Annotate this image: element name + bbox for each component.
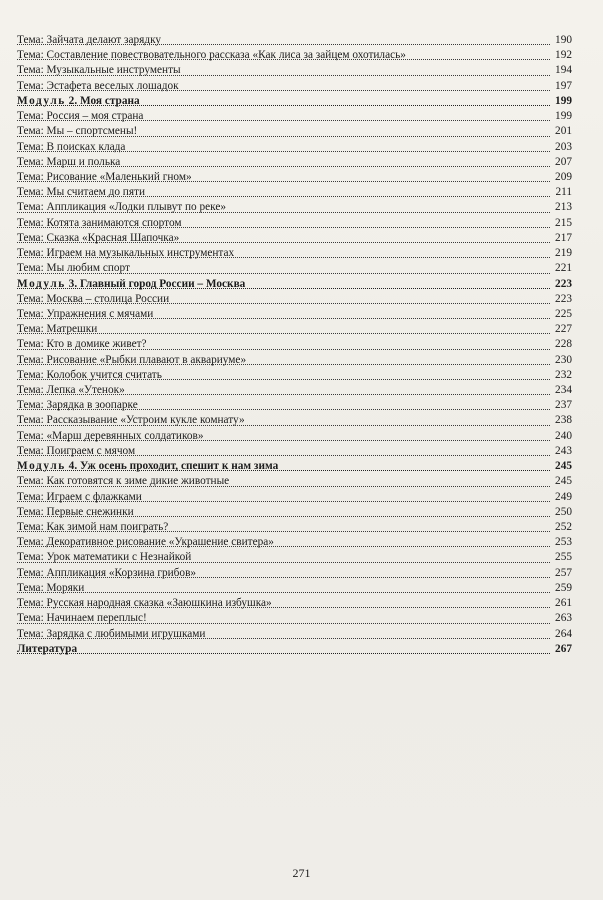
toc-entry-text: Тема: Урок математики с Незнайкой: [17, 551, 192, 564]
toc-entry-page: 250: [555, 505, 572, 518]
toc-entry: [17, 368, 572, 383]
toc-entry-text: Тема: Первые снежинки: [17, 505, 134, 518]
toc-entry-page: 190: [555, 34, 572, 46]
toc-entry-page: 234: [555, 384, 572, 397]
toc-entry-text: Тема: Сказка «Красная Шапочка»: [17, 231, 180, 244]
toc-entry-title: [17, 521, 170, 533]
toc-entry-text: Литература: [17, 642, 78, 655]
toc-entry-title: [17, 34, 163, 46]
toc-entry-title: [17, 460, 280, 472]
toc-module-heading: [17, 277, 572, 292]
toc-entry-title: [17, 384, 127, 396]
toc-entry-title: [17, 536, 276, 548]
toc-entry-page: 215: [555, 216, 572, 229]
toc-entry-page: 228: [555, 338, 572, 351]
toc-entry-text: Тема: Декоративное рисование «Украшение свитера»: [17, 536, 274, 549]
toc-entry: [17, 627, 572, 642]
toc-entry-page: 261: [555, 597, 572, 610]
toc-entry: [17, 292, 572, 307]
toc-entry: [17, 48, 572, 63]
toc-entry: [17, 200, 572, 215]
toc-entry-page: 194: [555, 64, 572, 77]
toc-entry-text: Тема: Мы любим спорт: [17, 262, 130, 275]
toc-entry: [17, 429, 572, 444]
toc-entry-title: [17, 49, 408, 61]
toc-entry-text: Тема: Мы – спортсмены!: [17, 125, 138, 138]
toc-entry-title: [17, 247, 236, 259]
toc-entry-title: [17, 156, 122, 168]
toc-entry-title: [17, 125, 139, 137]
toc-entry: [17, 596, 572, 611]
toc-entry-title: [17, 217, 184, 229]
toc-entry-text: Тема: Марш и полька: [17, 155, 121, 168]
toc-entry-page: 232: [555, 368, 572, 381]
toc-entry-title: [17, 80, 181, 92]
toc-entry: [17, 550, 572, 565]
toc-entry-title: [17, 491, 144, 503]
toc-entry-title: [17, 567, 198, 579]
toc-entry-page: 267: [555, 642, 572, 655]
toc-entry-text: Тема: Аппликация «Лодки плывут по реке»: [17, 201, 227, 214]
toc-entry-text: Тема: Москва – столица России: [17, 292, 170, 305]
toc-entry-text: Тема: «Марш деревянных солдатиков»: [17, 429, 204, 442]
toc-entry-text: Тема: Колобок учится считать: [17, 368, 162, 381]
toc-entry-title: [17, 445, 137, 457]
toc-entry: [17, 505, 572, 520]
toc-entry-text: Тема: Зарядка с любимыми игрушками: [17, 627, 206, 640]
toc-entry: [17, 535, 572, 550]
toc-entry-title: [17, 369, 164, 381]
toc-entry-title: [17, 643, 79, 655]
toc-entry-page: 219: [555, 247, 572, 260]
toc-entry: [17, 520, 572, 535]
toc-entry-title: [17, 354, 248, 366]
toc-entry: [17, 383, 572, 398]
toc-entry-page: 225: [555, 307, 572, 320]
toc-entry: [17, 33, 572, 48]
toc-entry: [17, 185, 572, 200]
toc-entry-page: 223: [555, 277, 572, 290]
toc-entry-title: [17, 399, 140, 411]
toc-entry-text: Тема: Упражнения с мячами: [17, 307, 154, 320]
toc-entry-title: [17, 551, 193, 563]
toc-entry-page: 197: [555, 79, 572, 92]
toc-entry: [17, 246, 572, 261]
toc-entry-page: 259: [555, 581, 572, 594]
toc-entry-text: Тема: Зайчата делают зарядку: [17, 34, 162, 46]
toc-entry-title: [17, 293, 171, 305]
toc-entry-text: Тема: Моряки: [17, 581, 85, 594]
toc-entry-text: Тема: Русская народная сказка «Заюшкина избушка»: [17, 597, 272, 610]
toc-entry-page: 240: [555, 429, 572, 442]
toc-entry-text: Тема: Составление повествовательного рассказа «Как лиса за зайцем охотилась»: [17, 49, 406, 62]
dot-leader: [17, 592, 550, 593]
toc-entry: [17, 398, 572, 413]
toc-entry-text: Тема: Зарядка в зоопарке: [17, 399, 138, 412]
toc-entry: [17, 566, 572, 581]
toc-entry-page: 213: [555, 201, 572, 214]
toc-entry-page: 199: [555, 94, 572, 107]
toc-entry-text: Тема: Поиграем с мячом: [17, 444, 136, 457]
toc-entry-text: Тема: Эстафета веселых лошадок: [17, 79, 179, 92]
toc-entry-page: 253: [555, 536, 572, 549]
toc-entry-page: 245: [555, 460, 572, 473]
toc-entry: [17, 337, 572, 352]
toc-entry: [17, 413, 572, 428]
toc-entry: [17, 611, 572, 626]
toc-entry-text: Тема: Рисование «Рыбки плавают в аквариуме»: [17, 353, 247, 366]
dot-leader: [17, 653, 550, 654]
toc-entry-title: [17, 95, 142, 107]
module-label: Модуль: [17, 94, 66, 107]
toc-entry-page: 209: [555, 170, 572, 183]
toc-module-heading: [17, 459, 572, 474]
toc-entry-title: [17, 582, 86, 594]
toc-entry-text: 2. Моя страна: [68, 94, 140, 107]
toc-entry: [17, 79, 572, 94]
toc-entry: [17, 307, 572, 322]
toc-entry: [17, 353, 572, 368]
toc-entry-title: [17, 414, 247, 426]
toc-entry-title: [17, 475, 231, 487]
toc-entry-text: Тема: Рисование «Маленький гном»: [17, 170, 192, 183]
toc-entry-title: [17, 201, 228, 213]
toc-entry: [17, 261, 572, 276]
toc-entry-title: [17, 612, 149, 624]
toc-entry-title: [17, 186, 147, 198]
toc-entry: [17, 155, 572, 170]
toc-entry-text: Тема: Россия – моя страна: [17, 110, 144, 123]
module-label: Модуль: [17, 460, 66, 473]
toc-references-heading: [17, 642, 572, 657]
toc-entry-text: Тема: Музыкальные инструменты: [17, 64, 181, 77]
toc-entry: [17, 581, 572, 596]
toc-entry-text: Тема: Котята занимаются спортом: [17, 216, 182, 229]
toc-entry-text: Тема: Играем на музыкальных инструментах: [17, 247, 235, 260]
toc-entry-text: Тема: Как зимой нам поиграть?: [17, 521, 169, 533]
toc-entry-text: Тема: Матрешки: [17, 323, 98, 336]
toc-entry-page: 207: [555, 155, 572, 168]
toc-entry-page: 203: [555, 140, 572, 153]
toc-entry: [17, 170, 572, 185]
toc-entry-text: Тема: Рассказывание «Устроим кукле комнату»: [17, 414, 245, 427]
toc-entry-page: 199: [555, 110, 572, 123]
toc-entry-text: Тема: Начинаем переплыс!: [17, 612, 147, 625]
toc-entry-title: [17, 262, 132, 274]
toc-entry: [17, 322, 572, 337]
toc-entry-title: [17, 597, 274, 609]
toc-module-heading: [17, 94, 572, 109]
toc-entry: [17, 444, 572, 459]
toc-entry: [17, 109, 572, 124]
toc-entry-page: 211: [555, 186, 572, 199]
toc-entry-text: Тема: В поисках клада: [17, 140, 126, 153]
toc-entry-text: Тема: Лепка «Утенок»: [17, 384, 125, 397]
toc-entry-text: 4. Уж осень проходит, спешит к нам зима: [68, 460, 279, 473]
toc-entry: [17, 216, 572, 231]
toc-entry-page: 237: [555, 399, 572, 412]
toc-entry-page: 252: [555, 521, 572, 533]
toc-entry-page: 264: [555, 627, 572, 640]
toc-entry: [17, 124, 572, 139]
toc-entry-page: 257: [555, 566, 572, 579]
toc-entry-page: 245: [555, 475, 572, 488]
toc-entry: [17, 231, 572, 246]
toc-entry-page: 263: [555, 612, 572, 625]
toc-entry-title: [17, 110, 145, 122]
toc-entry-title: [17, 323, 99, 335]
toc-entry-page: 221: [555, 262, 572, 275]
toc-entry-title: [17, 506, 136, 518]
toc-entry-title: [17, 64, 183, 76]
toc-entry-title: [17, 308, 155, 320]
toc-entry-page: 201: [555, 125, 572, 138]
toc-entry-page: 230: [555, 353, 572, 366]
toc-entry-title: [17, 430, 206, 442]
toc-entry-title: [17, 232, 181, 244]
toc-entry-text: Тема: Играем с флажками: [17, 490, 142, 503]
toc-entry-page: 223: [555, 292, 572, 305]
toc-entry-title: [17, 628, 207, 640]
toc-entry-text: Тема: Как готовятся к зиме дикие животные: [17, 475, 230, 488]
toc-entry-text: Тема: Мы считаем до пяти: [17, 186, 146, 199]
toc-entry-page: 249: [555, 490, 572, 503]
toc-entry-title: [17, 141, 127, 153]
toc-entry-text: Тема: Аппликация «Корзина грибов»: [17, 566, 197, 579]
toc-entry-title: [17, 171, 194, 183]
toc-entry-title: [17, 338, 149, 350]
table-of-contents: [17, 33, 572, 657]
toc-entry-text: 3. Главный город России – Москва: [68, 277, 246, 290]
toc-entry-page: 243: [555, 444, 572, 457]
toc-entry-page: 227: [555, 323, 572, 336]
toc-entry-title: [17, 278, 247, 290]
toc-entry-page: 238: [555, 414, 572, 427]
toc-entry: [17, 474, 572, 489]
page-number: 271: [292, 866, 311, 880]
toc-entry: [17, 490, 572, 505]
toc-entry: [17, 140, 572, 155]
toc-entry-text: Тема: Кто в домике живет?: [17, 338, 147, 351]
module-label: Модуль: [17, 277, 66, 290]
toc-entry-page: 217: [555, 231, 572, 244]
toc-entry-page: 255: [555, 551, 572, 564]
toc-entry-page: 192: [555, 49, 572, 62]
toc-entry: [17, 63, 572, 78]
